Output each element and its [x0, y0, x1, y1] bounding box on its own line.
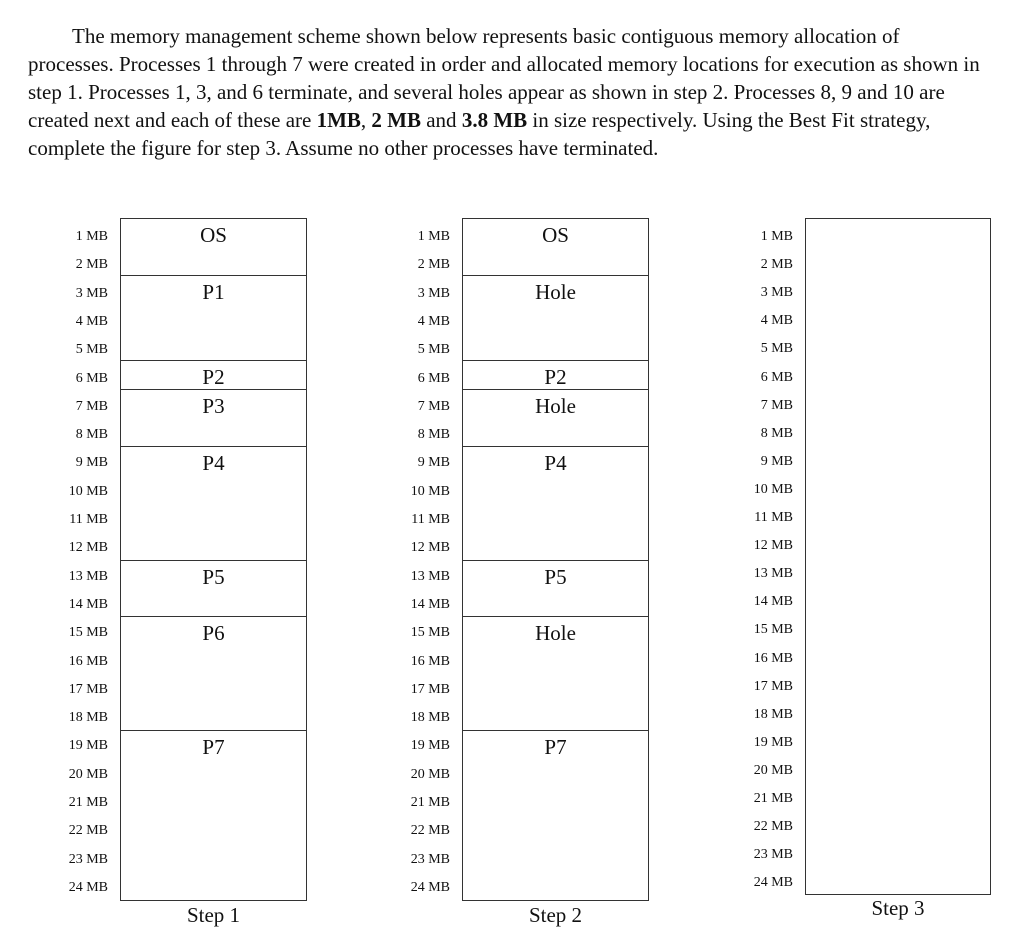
step2-memory-label: 1 MB — [417, 229, 450, 244]
step1-memory-label: 2 MB — [75, 257, 108, 273]
step3-memory-label: 23 MB — [753, 847, 793, 863]
step1-memory-label: 22 MB — [68, 823, 108, 839]
step3-memory-label: 19 MB — [753, 734, 793, 750]
step3-memory-label: 8 MB — [760, 425, 793, 441]
question-text — [28, 22, 988, 162]
step1-segment-divider — [121, 730, 306, 731]
step2-memory-label: 17 MB — [410, 681, 450, 697]
step2-memory-label: 2 MB — [417, 257, 450, 273]
step3-memory-label: 9 MB — [760, 453, 793, 469]
step2-segment-divider — [463, 560, 648, 561]
step2-memory-label: 18 MB — [410, 710, 450, 726]
step3-caption: Step 3 — [871, 896, 925, 920]
step2-segment-divider — [463, 389, 648, 390]
step2-memory-label: 15 MB — [410, 625, 450, 641]
step2-segment-divider — [463, 616, 648, 617]
step2-memory-label: 10 MB — [410, 483, 450, 499]
step1-segment-divider — [121, 275, 306, 276]
question-part-4: in size respectively. Using the Best Fit strategy, complete the figure for step 3. Assume no other processes have terminated. — [28, 108, 931, 160]
step3-memory-label: 1 MB — [760, 229, 793, 244]
step2-caption: Step 2 — [528, 903, 583, 927]
step1-memory-label: 24 MB — [68, 879, 108, 895]
step2-memory-label: 7 MB — [417, 398, 450, 414]
step2-memory-label: 13 MB — [410, 568, 450, 584]
step1-caption: Step 1 — [186, 903, 241, 927]
process-8-size: 1MB — [316, 108, 361, 132]
step1-segment-divider — [121, 360, 306, 361]
step3-memory-label: 6 MB — [760, 369, 793, 385]
step2-segment-label: P4 — [544, 450, 567, 475]
step1-memory-label: 12 MB — [68, 540, 108, 556]
step2-segment-label: OS — [542, 223, 569, 247]
step3-memory-label: 18 MB — [753, 706, 793, 722]
step2-memory-label: 16 MB — [410, 653, 450, 669]
step2-segment-label: P2 — [544, 365, 567, 390]
step1-memory-label: 10 MB — [68, 483, 108, 499]
process-10-size: 3.8 MB — [461, 108, 528, 132]
step1-memory-label: 13 MB — [68, 568, 108, 584]
step3-memory-label: 17 MB — [753, 678, 793, 694]
step3-memory-label: 13 MB — [753, 566, 793, 582]
step1-segment-divider — [121, 560, 306, 561]
step1-memory-label: 21 MB — [68, 795, 108, 810]
step1-segment-label: P4 — [202, 450, 225, 475]
step3-memory-label: 16 MB — [753, 650, 793, 666]
step3-memory-label: 14 MB — [753, 594, 793, 610]
step3-memory-label: 10 MB — [753, 481, 793, 497]
question-part-3: and — [420, 108, 462, 132]
step1-memory-label: 11 MB — [69, 512, 108, 527]
step2-memory-label: 6 MB — [417, 370, 450, 386]
step1-memory-label: 5 MB — [75, 342, 108, 358]
step3-memory-column[interactable] — [805, 218, 991, 895]
step1-memory-label: 9 MB — [75, 455, 108, 471]
step3-memory-label: 5 MB — [760, 341, 793, 357]
step1-memory-label: 15 MB — [68, 625, 108, 641]
step2-segment-divider — [463, 446, 648, 447]
step2-memory-label: 19 MB — [410, 738, 450, 754]
step2-memory-label: 21 MB — [410, 795, 450, 810]
step3-memory-label: 12 MB — [753, 538, 793, 554]
step1-memory-label: 4 MB — [75, 313, 108, 329]
step3-memory-label: 4 MB — [760, 313, 793, 329]
step2-memory-label: 5 MB — [417, 342, 450, 358]
step3-memory-label: 3 MB — [760, 285, 793, 301]
step2-segment-divider — [463, 360, 648, 361]
step1-segment-label: P3 — [202, 393, 225, 418]
step2-segment-divider — [463, 275, 648, 276]
step3-memory-label: 21 MB — [753, 791, 793, 806]
step2-memory-label: 9 MB — [417, 455, 450, 471]
step2-memory-label: 24 MB — [410, 879, 450, 895]
step3-memory-label: 22 MB — [753, 819, 793, 835]
step2-memory-label: 20 MB — [410, 766, 450, 782]
step2-memory-label: 14 MB — [410, 596, 450, 612]
step2-segment-label: P5 — [544, 564, 567, 589]
step1-segment-divider — [121, 389, 306, 390]
step1-memory-label: 20 MB — [68, 766, 108, 782]
step1-memory-label: 3 MB — [75, 285, 108, 301]
step1-memory-label: 1 MB — [75, 229, 108, 244]
step1-segment-label: P5 — [202, 564, 225, 589]
step2-segment-label: Hole — [535, 621, 576, 646]
step2-memory-label: 3 MB — [417, 285, 450, 301]
question-part-1: The memory management scheme shown below represents basic contiguous memory allocation of processes. Processes 1 through 7 were created in order and allocated memory locations for execution as shown in step 1. Processes 1, 3, and 6 terminate, and several holes appear as shown in step 2. Processes 8, 9 and 10 are created next and each of these are — [28, 24, 980, 132]
step1-memory-label: 17 MB — [68, 681, 108, 697]
step1-segment-divider — [121, 616, 306, 617]
step3-memory-label: 2 MB — [760, 257, 793, 273]
step3-memory-label: 11 MB — [754, 510, 793, 525]
process-9-size: 2 MB — [371, 108, 421, 132]
step2-segment-label: Hole — [535, 393, 576, 418]
step1-segment-label: P2 — [202, 365, 225, 390]
step1-memory-label: 19 MB — [68, 738, 108, 754]
step1-segment-label: P6 — [202, 621, 225, 646]
step2-memory-label: 4 MB — [417, 313, 450, 329]
step2-segment-divider — [463, 730, 648, 731]
step2-segment-label: Hole — [535, 279, 576, 304]
step1-memory-column — [120, 218, 307, 901]
question-part-2: , — [360, 108, 372, 132]
step1-memory-label: 7 MB — [75, 398, 108, 414]
step1-memory-label: 16 MB — [68, 653, 108, 669]
step3-memory-label: 15 MB — [753, 622, 793, 638]
step2-memory-label: 11 MB — [411, 512, 450, 527]
step1-memory-label: 8 MB — [75, 427, 108, 443]
step1-segment-label: P7 — [202, 735, 225, 760]
step3-memory-label: 7 MB — [760, 397, 793, 413]
step1-memory-label: 23 MB — [68, 851, 108, 867]
step1-segment-label: P1 — [202, 279, 225, 304]
step1-memory-label: 6 MB — [75, 370, 108, 386]
step2-memory-label: 12 MB — [410, 540, 450, 556]
step2-memory-label: 8 MB — [417, 427, 450, 443]
step2-memory-label: 22 MB — [410, 823, 450, 839]
step1-segment-divider — [121, 446, 306, 447]
step2-memory-column — [462, 218, 649, 901]
step1-memory-label: 18 MB — [68, 710, 108, 726]
step3-memory-label: 20 MB — [753, 762, 793, 778]
step3-memory-label: 24 MB — [753, 875, 793, 891]
step2-segment-label: P7 — [544, 735, 567, 760]
step2-memory-label: 23 MB — [410, 851, 450, 867]
step1-memory-label: 14 MB — [68, 596, 108, 612]
step1-segment-label: OS — [200, 223, 227, 247]
